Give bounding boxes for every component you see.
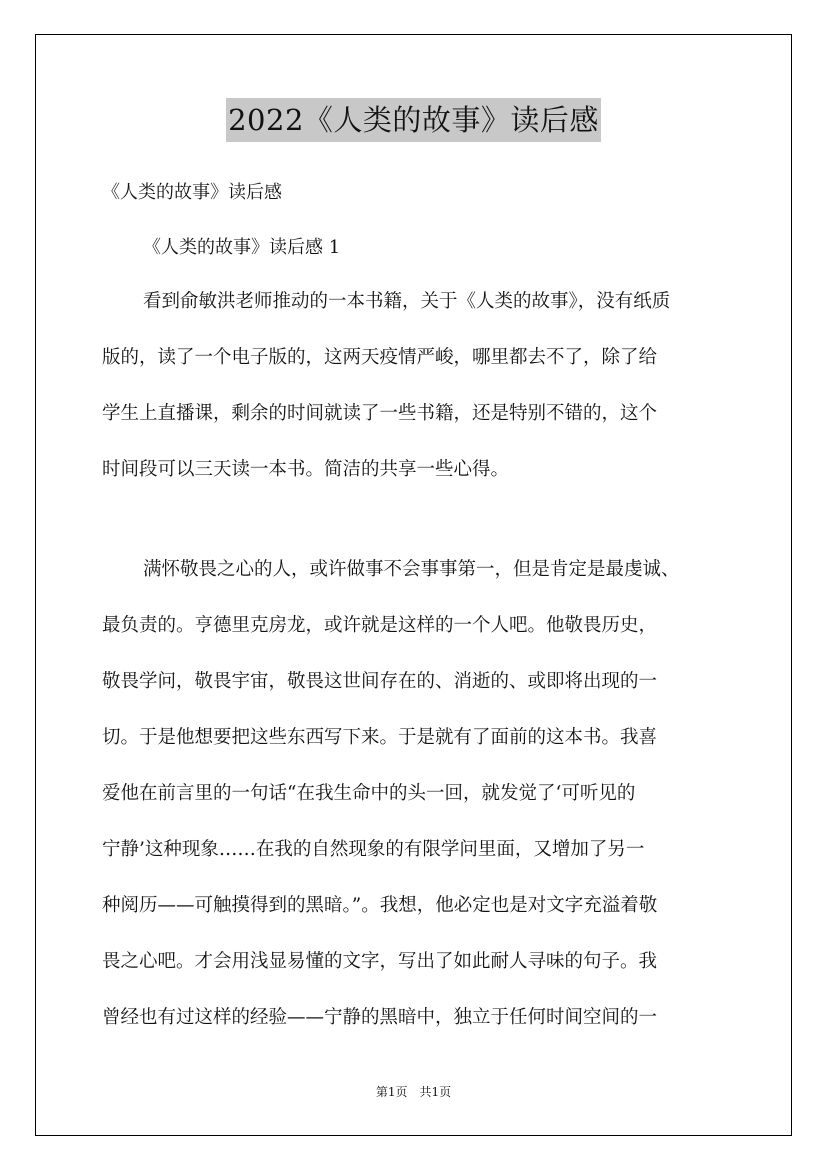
page-footer [0,1083,827,1101]
paragraph-line: 爱他在前言里的一句话“在我生命中的头一回，就发觉了‘可听见的 [102,783,636,804]
paragraph-line: 满怀敬畏之心的人，或许做事不会事事第一，但是肯定是最虔诚、 [143,559,680,580]
paragraph-line: 敬畏学问，敬畏宇宙，敬畏这世间存在的、消逝的、或即将出现的一 [102,671,658,692]
document-subtitle: 《人类的故事》读后感 [102,182,282,203]
paragraph-line: 切。于是他想要把这些东西写下来。于是就有了面前的这本书。我喜 [102,727,658,748]
paragraph-line: 时间段可以三天读一本书。简洁的共享一些心得。 [102,459,510,480]
title-container [0,98,827,142]
page-number: 第1页 [375,1085,408,1099]
paragraph-2 [102,542,732,1046]
paragraph-line: 学生上直播课，剩余的时间就读了一些书籍，还是特别不错的，这个 [102,403,658,424]
paragraph-line: 种阅历——可触摸得到的黑暗。”。我想，他必定也是对文字充溢着敬 [102,895,658,916]
paragraph-1 [102,274,732,498]
paragraph-line: 版的，读了一个电子版的，这两天疫情严峻，哪里都去不了，除了给 [102,347,658,368]
section-heading: 《人类的故事》读后感 1 [143,237,341,258]
page-total: 共1页 [419,1085,452,1099]
paragraph-line: 曾经也有过这样的经验——宁静的黑暗中，独立于任何时间空间的一 [102,1007,658,1028]
paragraph-line: 最负责的。亨德里克房龙，或许就是这样的一个人吧。他敬畏历史， [102,615,658,636]
document-title: 2022《人类的故事》读后感 [226,98,601,142]
paragraph-line: 宁静’这种现象……在我的自然现象的有限学问里面，又增加了另一 [102,839,645,860]
paragraph-line: 看到俞敏洪老师推动的一本书籍，关于《人类的故事》，没有纸质 [143,291,671,312]
paragraph-line: 畏之心吧。才会用浅显易懂的文字，写出了如此耐人寻味的句子。我 [102,951,658,972]
